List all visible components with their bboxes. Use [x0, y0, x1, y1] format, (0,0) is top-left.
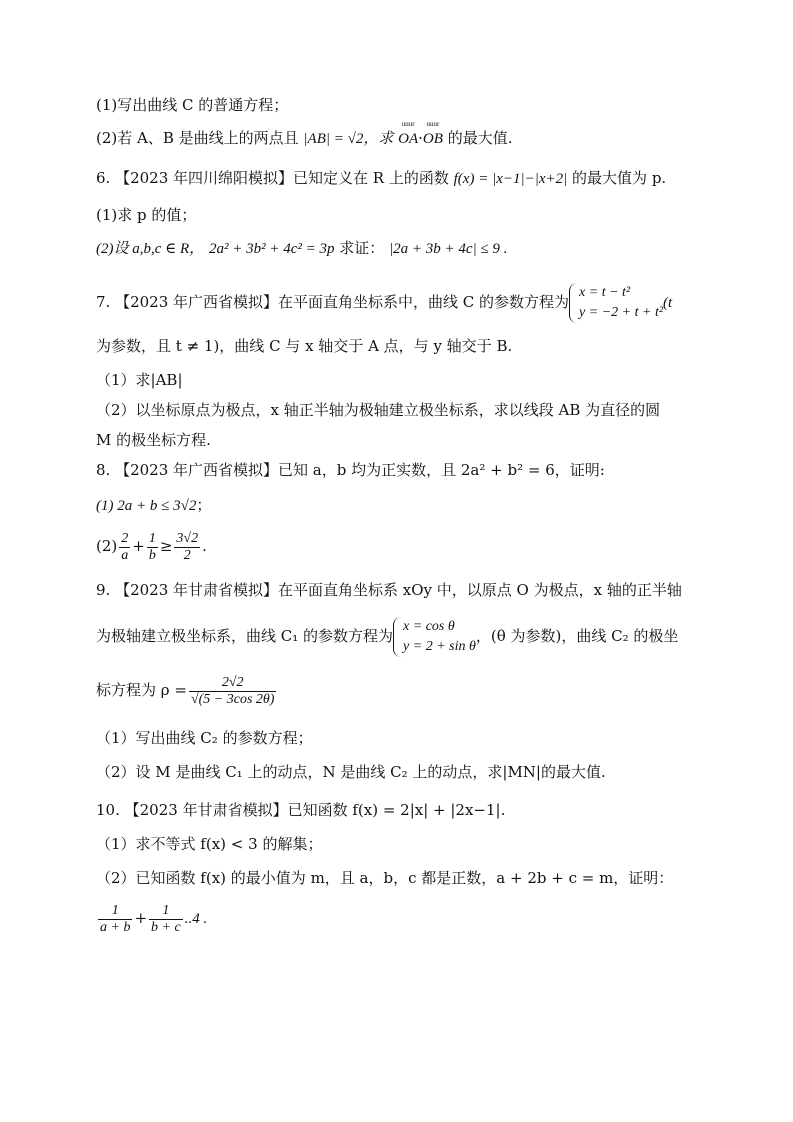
- frac-denominator: b: [148, 547, 156, 563]
- q7-sys-row-x: x = t − t²: [579, 285, 631, 300]
- vector-ob-label: OB: [422, 131, 443, 147]
- q10-proof-expression: [96, 898, 207, 942]
- q9-part2-text: （2）设 M 是曲线 C₁ 上的动点，N 是曲线 C₂ 上的动点，求|MN|的最大值.: [96, 763, 606, 781]
- q6-heading: [96, 168, 666, 189]
- q8-heading: [96, 460, 605, 480]
- q6-part2-prove-label: 求证：: [339, 239, 385, 257]
- q7-part2-cont: [96, 430, 211, 450]
- q7-parametric-system: [569, 283, 663, 323]
- geq-sign: ≥: [159, 537, 173, 555]
- vector-oa: [398, 120, 419, 149]
- q5-part2-text-a: (2)若 A、B 是曲线上的两点且: [96, 129, 299, 147]
- q8-frac-1-over-b: [147, 531, 158, 564]
- q6-part2-set: (2)设 a,b,c ∈ R，: [96, 241, 205, 257]
- vector-ob: [422, 120, 443, 149]
- frac-denominator: a + b: [100, 919, 131, 935]
- q9-line2-text-a: 为极轴建立极坐标系，曲线 C₁ 的参数方程为: [96, 627, 394, 645]
- q5-part1: [96, 95, 288, 115]
- frac-denominator: b + c: [151, 919, 181, 935]
- q5-part2-condition: |AB| = √2，求: [303, 131, 394, 147]
- q6-heading-tail: 的最大值为 p.: [572, 169, 667, 187]
- q7-part2: [96, 400, 660, 420]
- frac-numerator: 1: [149, 903, 183, 920]
- q8-part2-label: (2): [96, 537, 118, 555]
- q8-part1-sqrt: √2: [180, 498, 197, 514]
- q5-part2: [96, 120, 513, 149]
- q9-part1-text: （1）写出曲线 C₂ 的参数方程；: [96, 729, 313, 747]
- q9-line3: [96, 670, 278, 714]
- frac-numerator: 1: [98, 903, 132, 920]
- q6-part2: [96, 238, 507, 259]
- q6-part2-inequality: |2a + 3b + 4c| ≤ 9 .: [389, 241, 508, 257]
- q9-line2-text-b: ，(θ 为参数)，曲线 C₂ 的极坐: [475, 627, 679, 645]
- q6-part1: [96, 205, 196, 225]
- vector-oa-label: OA: [398, 131, 419, 147]
- q7-continuation-text: 为参数，且 t ≠ 1)，曲线 C 与 x 轴交于 A 点，与 y 轴交于 B.: [96, 337, 513, 355]
- q5-part2-text-c: 的最大值.: [447, 129, 513, 147]
- q10-heading-text: 10. 【2023 年甘肃省模拟】已知函数 f(x) = 2|x| + |2x−1|.: [96, 801, 506, 819]
- q6-function: f(x) = |x−1|−|x+2|: [453, 171, 568, 187]
- q9-parametric-system: [393, 617, 476, 657]
- q7-part1: [96, 370, 183, 390]
- q10-frac-2: [149, 903, 183, 936]
- q7-heading-text: 7. 【2023 年广西省模拟】在平面直角坐标系中，曲线 C 的参数方程为: [96, 293, 570, 311]
- q7-part1-text: （1）求|AB|: [96, 371, 183, 389]
- vector-ob-arrow: uuur: [426, 120, 440, 128]
- q9-heading: [96, 580, 682, 600]
- q10-frac-1: [98, 903, 132, 936]
- q10-part2-text: （2）已知函数 f(x) 的最小值为 m，且 a，b，c 都是正数，a + 2b + c = m，证明：: [96, 869, 674, 887]
- q8-frac-3sqrt2-over-2: [174, 531, 200, 564]
- q5-part1-text: (1)写出曲线 C 的普通方程；: [96, 96, 289, 114]
- q9-heading-text: 9. 【2023 年甘肃省模拟】在平面直角坐标系 xOy 中，以原点 O 为极点，x 轴的正半轴: [96, 581, 682, 599]
- q9-brace: [393, 617, 402, 657]
- q7-brace: [569, 283, 578, 323]
- q8-part2-end: .: [202, 537, 207, 555]
- q7-heading-tail: (t: [663, 295, 673, 311]
- q7-sys-row-y: y = −2 + t + t²: [579, 305, 664, 320]
- q9-rho-fraction: [189, 675, 277, 708]
- frac-numerator: 3√2: [176, 530, 199, 546]
- q10-heading: [96, 800, 505, 820]
- q10-part1: [96, 834, 322, 854]
- q7-part2-cont-text: M 的极坐标方程.: [96, 431, 211, 449]
- q10-part1-text: （1）求不等式 f(x) < 3 的解集；: [96, 835, 323, 853]
- q9-part1: [96, 728, 313, 748]
- q10-part2: [96, 868, 673, 888]
- q10-proof-end: ..4 .: [184, 911, 208, 927]
- q7-part2-text: （2）以坐标原点为极点，x 轴正半轴为极轴建立极坐标系，求以线段 AB 为直径的圆: [96, 401, 661, 419]
- q7-heading: [96, 278, 672, 326]
- q9-part2: [96, 762, 606, 782]
- frac-numerator: 1: [148, 530, 156, 546]
- frac-denominator: √(5 − 3cos 2θ): [190, 691, 275, 707]
- q8-part1-end: ；: [196, 496, 212, 514]
- q8-frac-2-over-a: [119, 531, 130, 564]
- q8-part1: [96, 495, 211, 516]
- q8-part2: [96, 528, 207, 568]
- frac-numerator: 2√2: [189, 675, 277, 692]
- q7-continuation: [96, 336, 512, 356]
- q9-line3-text: 标方程为 ρ =: [96, 681, 187, 699]
- q9-sys-row-x: x = cos θ: [403, 619, 455, 634]
- dot-operator: ·: [418, 129, 423, 147]
- q6-heading-text: 6. 【2023 年四川绵阳模拟】已知定义在 R 上的函数: [96, 169, 449, 187]
- frac-denominator: 2: [183, 547, 191, 563]
- vector-oa-arrow: uuur: [401, 120, 415, 128]
- q8-part1-ineq: (1) 2a + b ≤ 3: [96, 498, 181, 514]
- plus-sign: +: [134, 909, 148, 927]
- q6-part2-condition: 2a² + 3b² + 4c² = 3p: [208, 241, 335, 257]
- frac-numerator: 2: [121, 530, 129, 546]
- q6-part1-text: (1)求 p 的值；: [96, 206, 197, 224]
- plus-sign: +: [132, 537, 145, 555]
- q8-heading-text: 8. 【2023 年广西省模拟】已知 a，b 均为正实数，且 2a² + b² = 6，证明:: [96, 461, 605, 479]
- q9-sys-row-y: y = 2 + sin θ: [403, 639, 476, 654]
- frac-denominator: a: [121, 547, 129, 563]
- q9-line2: [96, 612, 678, 660]
